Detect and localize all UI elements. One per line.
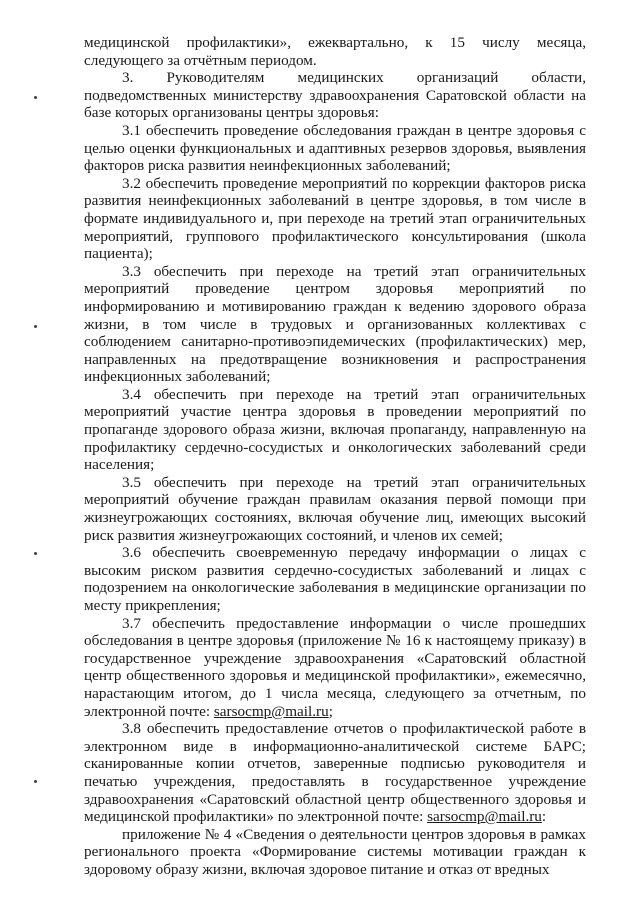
paragraph-text: 3.7 обеспечить предоставление информации о числе прошедших обследования в центре здоровья (приложение № 16 к настоящему приказу) в государственное учреждение здравоохранения «Саратовский областной центр общественного здоровья и медицинской профилактики», ежемесячно, нарастающим итогом, до 1 числа месяца, следующего за отчетным, по электронной почте: (84, 614, 586, 720)
scan-speck (34, 780, 37, 783)
email-link[interactable]: sarsocmp@mail.ru (213, 702, 329, 720)
document-body (84, 34, 586, 879)
scan-speck (34, 552, 37, 555)
paragraph: 3.3 обеспечить при переходе на третий этап ограничительных мероприятий проведение центром здоровья мероприятий по информированию и мотивированию граждан к ведению здорового образа жизни, в том числе в трудовых и организованных коллективах с соблюдением санитарно-противоэпидемических (профилактических) мер, направленных на предотвращение возникновения и распространения инфекционных заболеваний; (84, 262, 586, 386)
paragraph: 3.5 обеспечить при переходе на третий этап ограничительных мероприятий обучение граждан правилам оказания первой помощи при жизнеугрожающих состояниях, включая обучение лиц, имеющих высокий риск развития жизнеугрожающих состояний, и членов их семей; (84, 473, 586, 544)
paragraph (84, 720, 586, 826)
paragraph-text: 3.8 обеспечить предоставление отчетов о профилактической работе в электронном виде в информационно-аналитической системе БАРС; сканированные копии отчетов, заверенные подписью руководителя и печатью учреждения, предоставлять в государственное учреждение здравоохранения «Саратовский областной центр общественного здоровья и медицинской профилактики» по электронной почте: (84, 720, 586, 826)
email-link[interactable]: sarsocmp@mail.ru (427, 808, 542, 826)
paragraph: 3.4 обеспечить при переходе на третий этап ограничительных мероприятий участие центра здоровья в проведении мероприятий по пропаганде здорового образа жизни, включая пропаганду, направленную на профилактику сердечно-сосудистых и онкологических заболеваний среди населения; (84, 385, 586, 474)
paragraph: 3.2 обеспечить проведение мероприятий по коррекции факторов риска развития неинфекционных заболеваний в центре здоровья, в том числе в формате индивидуального и, при переходе на третий этап ограничительных мероприятий, группового профилактического консультирования (школа пациента); (84, 174, 586, 263)
punctuation: : (541, 808, 547, 826)
paragraph (84, 615, 586, 721)
paragraph: приложение № 4 «Сведения о деятельности центров здоровья в рамках регионального проекта «Формирование системы мотивации граждан к здоровому образу жизни, включая здоровое питание и отказ от вредных (84, 825, 586, 878)
paragraph: 3.1 обеспечить проведение обследования граждан в центре здоровья с целью оценки функциональных и адаптивных резервов здоровья, выявления факторов риска развития неинфекционных заболеваний; (84, 121, 586, 175)
scan-speck (34, 325, 37, 328)
scan-speck (34, 96, 37, 99)
paragraph: медицинской профилактики», ежеквартально, к 15 числу месяца, следующего за отчётным периодом. (84, 34, 586, 69)
paragraph: 3. Руководителям медицинских организаций области, подведомственных министерству здравоохранения Саратовской области на базе которых организованы центры здоровья: (84, 69, 586, 122)
punctuation: ; (328, 702, 333, 720)
paragraph: 3.6 обеспечить своевременную передачу информации о лицах с высоким риском развития сердечно-сосудистых заболеваний и лицах с подозрением на онкологические заболевания в медицинские организации по месту прикрепления; (84, 544, 586, 614)
